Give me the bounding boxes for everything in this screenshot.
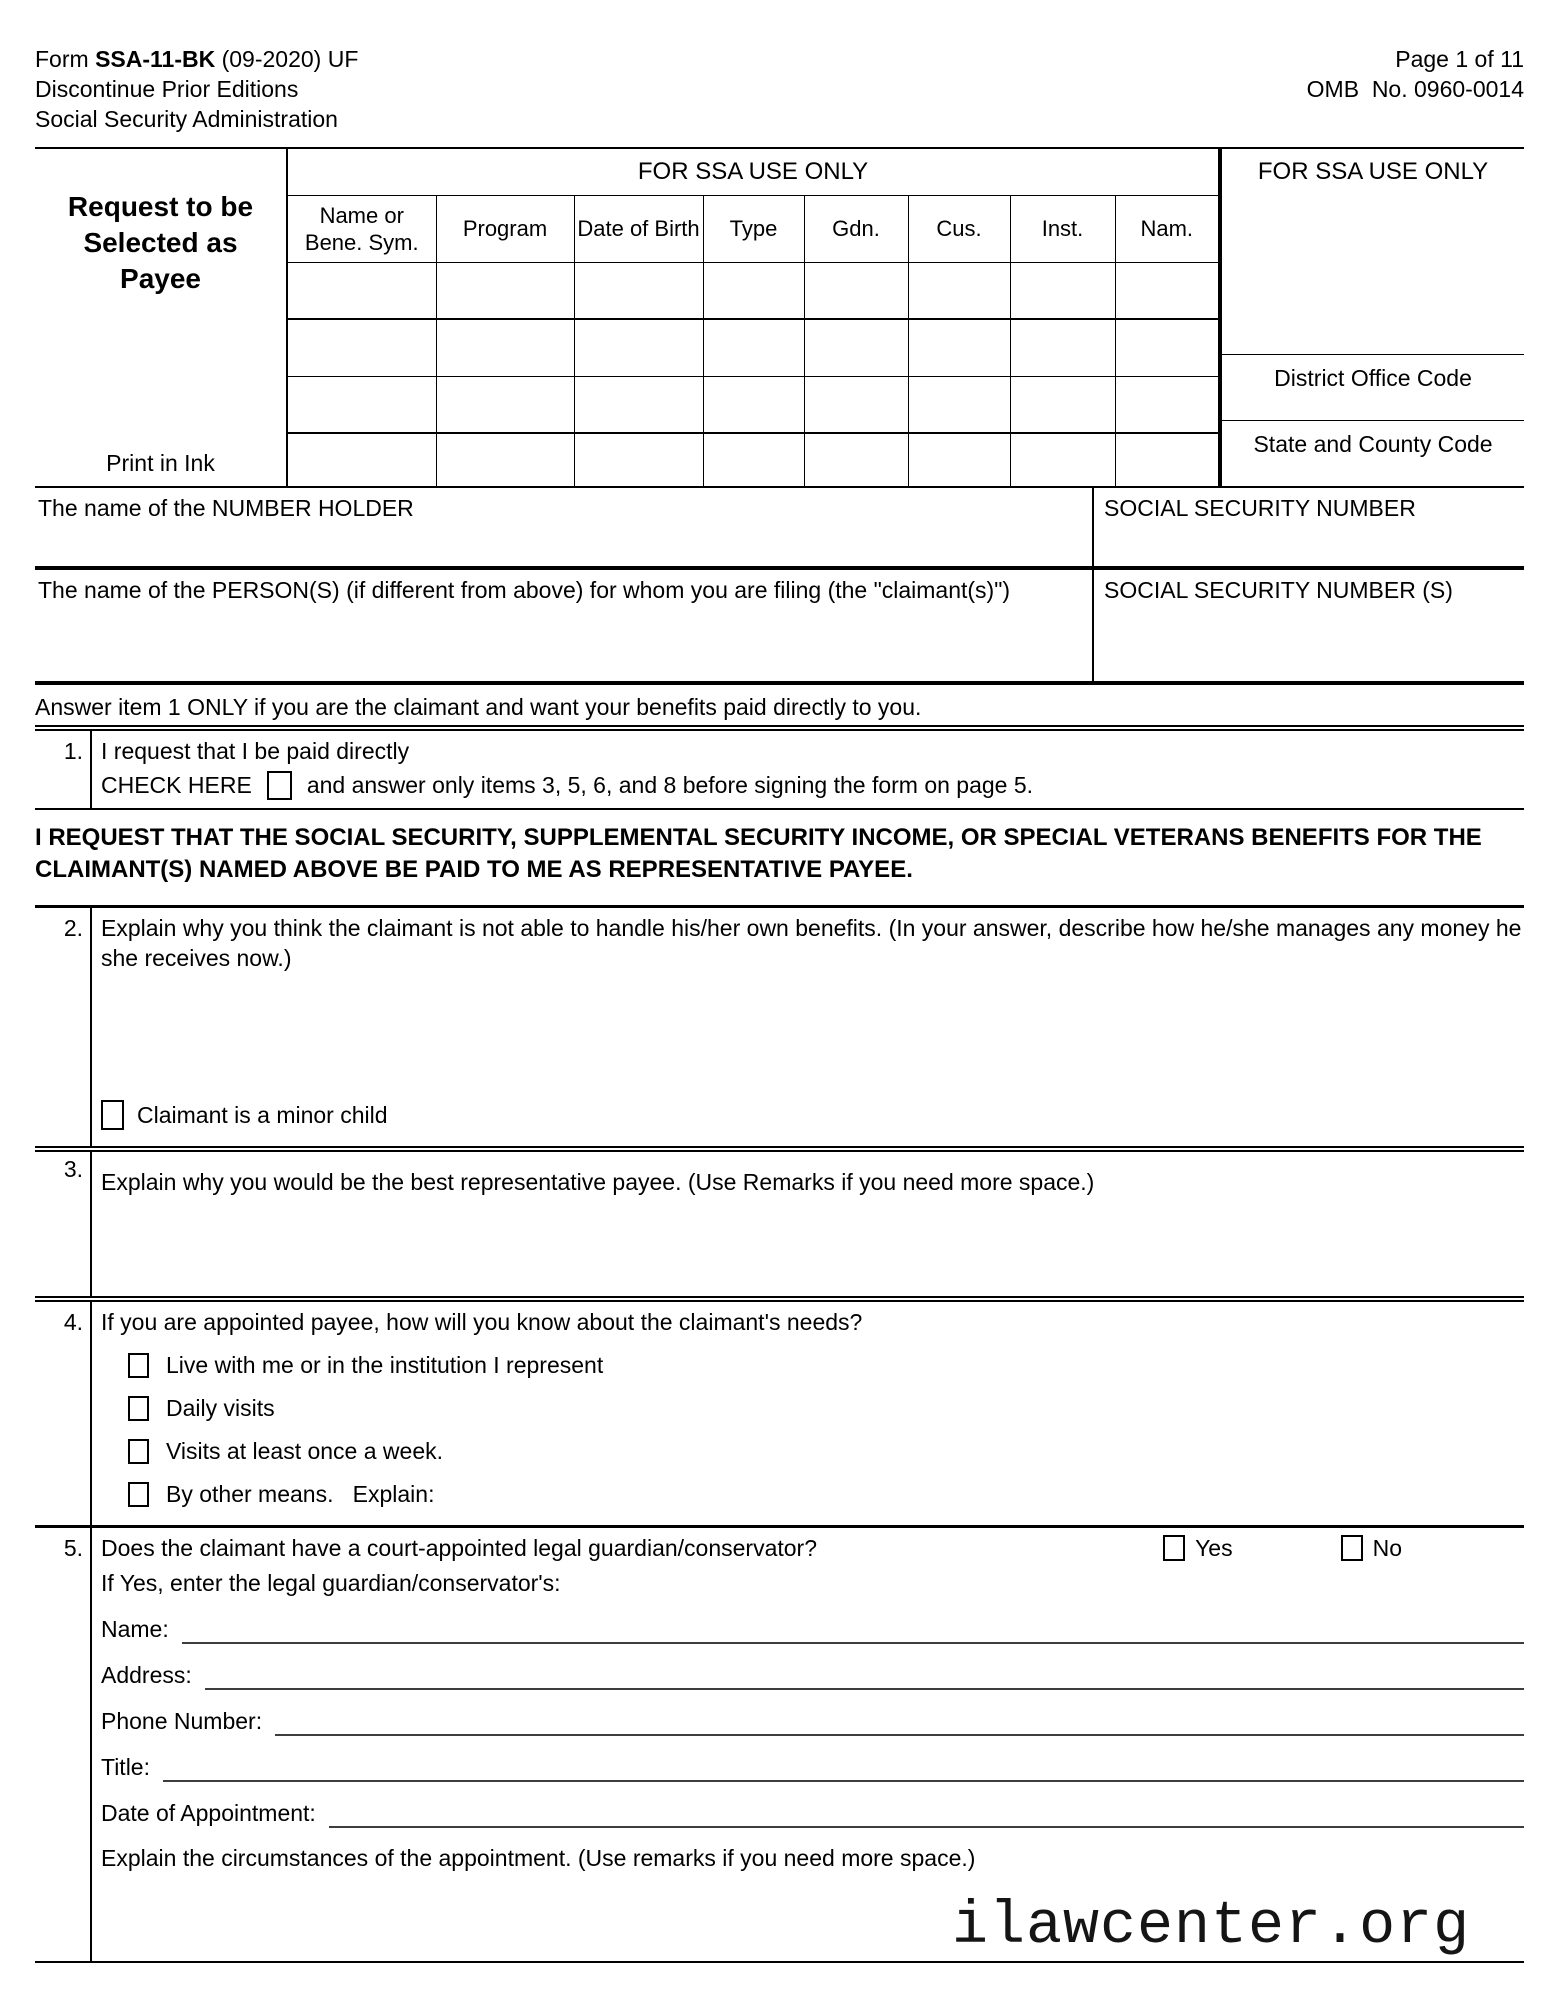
agency-name: Social Security Administration [35, 106, 338, 132]
table-row [287, 319, 1219, 376]
print-in-ink-note: Print in Ink [106, 450, 215, 476]
live-with-me-checkbox[interactable] [128, 1353, 149, 1378]
empty-cell [287, 376, 436, 433]
guardian-name-label: Name: [101, 1616, 169, 1642]
ssa-use-only-table [286, 149, 1220, 486]
col-header-inst: Inst. [1010, 195, 1115, 262]
no-label: No [1372, 1535, 1402, 1561]
page-title: Request to be Selected as Payee [67, 191, 254, 294]
daily-visits-checkbox[interactable] [128, 1396, 149, 1421]
daily-visits-label: Daily visits [166, 1395, 275, 1421]
yes-no-group [1163, 1533, 1524, 1563]
check-here-text: and answer only items 3, 5, 6, and 8 before signing the form on page 5. [306, 772, 1034, 798]
form-edition: (09-2020) UF [215, 46, 359, 72]
col-header-cus: Cus. [908, 195, 1010, 262]
guardian-address-row [101, 1660, 1524, 1690]
guardian-address-input-line[interactable] [205, 1688, 1524, 1690]
option-other-means [128, 1479, 1524, 1509]
empty-cell [908, 376, 1010, 433]
item-1 [35, 731, 1524, 810]
claimant-name-row [35, 570, 1524, 685]
empty-cell [908, 319, 1010, 376]
number-holder-label[interactable]: The name of the NUMBER HOLDER [38, 495, 414, 521]
col-header-gdn: Gdn. [804, 195, 908, 262]
col-header-program: Program [436, 195, 574, 262]
appointment-date-label: Date of Appointment: [101, 1800, 316, 1826]
check-here-label: CHECK HERE [101, 772, 252, 798]
empty-cell [908, 262, 1010, 319]
item-2-body[interactable] [92, 908, 1524, 1146]
empty-cell [703, 433, 804, 486]
form-prefix: Form [35, 46, 96, 72]
empty-cell [1010, 319, 1115, 376]
weekly-visits-label: Visits at least once a week. [166, 1438, 443, 1464]
claimant-ssn-label[interactable]: SOCIAL SECURITY NUMBER (S) [1092, 570, 1524, 681]
top-region [35, 147, 1524, 488]
district-office-code-field: District Office Code [1222, 354, 1524, 420]
appointment-date-input-line[interactable] [329, 1826, 1524, 1828]
empty-cell [1115, 319, 1219, 376]
form-number: SSA-11-BK [95, 46, 216, 72]
appointment-date-row [101, 1798, 1524, 1828]
state-county-code-field: State and County Code [1222, 420, 1524, 486]
empty-cell [804, 319, 908, 376]
col-header-date-of-birth: Date of Birth [574, 195, 703, 262]
guardian-name-input-line[interactable] [182, 1642, 1524, 1644]
form-number-line [35, 44, 358, 74]
minor-child-checkbox[interactable] [101, 1100, 124, 1130]
guardian-question-row [101, 1533, 1524, 1563]
watermark: ilawcenter.org [952, 1893, 1471, 1961]
ssa-box-header: FOR SSA USE ONLY [1257, 158, 1489, 185]
title-cell [35, 149, 286, 486]
item-2-question: Explain why you think the claimant is not able to handle his/her own benefits. (In your answer, describe how he/she manages any money he she receives now.) [101, 915, 1522, 971]
empty-cell [1115, 433, 1219, 486]
empty-cell [436, 376, 574, 433]
col-header-type: Type [703, 195, 804, 262]
other-means-checkbox[interactable] [128, 1482, 149, 1507]
col-header-name-bene-sym: Name or Bene. Sym. [287, 195, 436, 262]
check-here-row [101, 770, 1524, 800]
table-row [287, 262, 1219, 319]
ssa-use-only-box [1220, 149, 1524, 486]
empty-cell [574, 433, 703, 486]
item-1-body [92, 731, 1524, 808]
empty-cell [574, 376, 703, 433]
guardian-phone-label: Phone Number: [101, 1708, 263, 1734]
empty-cell [287, 433, 436, 486]
ssa-table-header: FOR SSA USE ONLY [287, 149, 1219, 195]
no-checkbox[interactable] [1341, 1535, 1363, 1561]
item1-instruction: Answer item 1 ONLY if you are the claimant and want your benefits paid directly to you. [35, 685, 1524, 731]
item-5-number: 5. [35, 1528, 92, 1961]
guardian-title-input-line[interactable] [163, 1780, 1524, 1782]
empty-cell [287, 262, 436, 319]
minor-child-row [101, 1100, 1524, 1130]
guardian-title-row [101, 1752, 1524, 1782]
payee-request-statement: I REQUEST THAT THE SOCIAL SECURITY, SUPPLEMENTAL SECURITY INCOME, OR SPECIAL VETERANS BENEFITS FOR THE CLAIMANT(S) NAMED ABOVE BE PAID TO ME AS REPRESENTATIVE PAYEE. [35, 810, 1524, 908]
discontinue-note: Discontinue Prior Editions [35, 76, 299, 102]
empty-cell [574, 262, 703, 319]
weekly-visits-checkbox[interactable] [128, 1439, 149, 1464]
item-4 [35, 1302, 1524, 1528]
yes-label: Yes [1195, 1535, 1233, 1561]
page-number: Page 1 of 11 [1395, 46, 1524, 72]
item-1-number: 1. [35, 731, 92, 808]
other-means-label: By other means. Explain: [166, 1481, 435, 1507]
claimant-name-label[interactable]: The name of the PERSON(S) (if different from above) for whom you are filing (the "claimant(s)") [38, 577, 1011, 603]
item-4-question: If you are appointed payee, how will you know about the claimant's needs? [101, 1309, 863, 1335]
item-2 [35, 908, 1524, 1152]
minor-child-label: Claimant is a minor child [137, 1102, 388, 1128]
empty-cell [436, 262, 574, 319]
empty-cell [703, 262, 804, 319]
live-with-me-label: Live with me or in the institution I represent [166, 1352, 604, 1378]
item-3-number: 3. [35, 1152, 92, 1296]
page-meta-block [1307, 44, 1524, 147]
table-row [287, 433, 1219, 486]
item-3-question: Explain why you would be the best representative payee. (Use Remarks if you need more space.) [101, 1169, 1095, 1195]
col-header-nam: Nam. [1115, 195, 1219, 262]
option-live-with-me [128, 1350, 1524, 1380]
check-here-checkbox[interactable] [267, 771, 292, 800]
item-5-question: Does the claimant have a court-appointed legal guardian/conservator? [101, 1535, 817, 1561]
page-header [0, 0, 1554, 147]
empty-cell [804, 376, 908, 433]
empty-cell [1010, 262, 1115, 319]
item-4-body [92, 1302, 1524, 1525]
item-4-number: 4. [35, 1302, 92, 1525]
guardian-phone-input-line[interactable] [275, 1734, 1524, 1736]
item-2-number: 2. [35, 908, 92, 1146]
guardian-name-row [101, 1614, 1524, 1644]
guardian-address-label: Address: [101, 1662, 192, 1688]
guardian-phone-row [101, 1706, 1524, 1736]
table-row [287, 376, 1219, 433]
number-holder-row [35, 488, 1524, 570]
empty-cell [804, 262, 908, 319]
omb-number: OMB No. 0960-0014 [1306, 76, 1524, 102]
empty-cell [804, 433, 908, 486]
empty-cell [1010, 376, 1115, 433]
yes-checkbox[interactable] [1163, 1535, 1185, 1561]
if-yes-instruction: If Yes, enter the legal guardian/conservator's: [101, 1570, 561, 1596]
empty-cell [703, 376, 804, 433]
empty-cell [908, 433, 1010, 486]
empty-cell [1010, 433, 1115, 486]
item-3-body[interactable] [92, 1152, 1524, 1296]
empty-cell [1115, 376, 1219, 433]
empty-cell [1115, 262, 1219, 319]
option-weekly-visits [128, 1436, 1524, 1466]
empty-cell [436, 319, 574, 376]
empty-cell [574, 319, 703, 376]
appointment-explain-label: Explain the circumstances of the appointment. (Use remarks if you need more space.) [101, 1845, 976, 1871]
empty-cell [703, 319, 804, 376]
ssn-label[interactable]: SOCIAL SECURITY NUMBER [1092, 488, 1524, 566]
empty-cell [436, 433, 574, 486]
form-id-block [35, 44, 358, 147]
option-daily-visits [128, 1393, 1524, 1423]
yes-option [1163, 1533, 1233, 1563]
empty-cell [287, 319, 436, 376]
guardian-title-label: Title: [101, 1754, 150, 1780]
item-1-text: I request that I be paid directly [101, 738, 410, 764]
item-3 [35, 1152, 1524, 1302]
no-option [1341, 1533, 1402, 1563]
